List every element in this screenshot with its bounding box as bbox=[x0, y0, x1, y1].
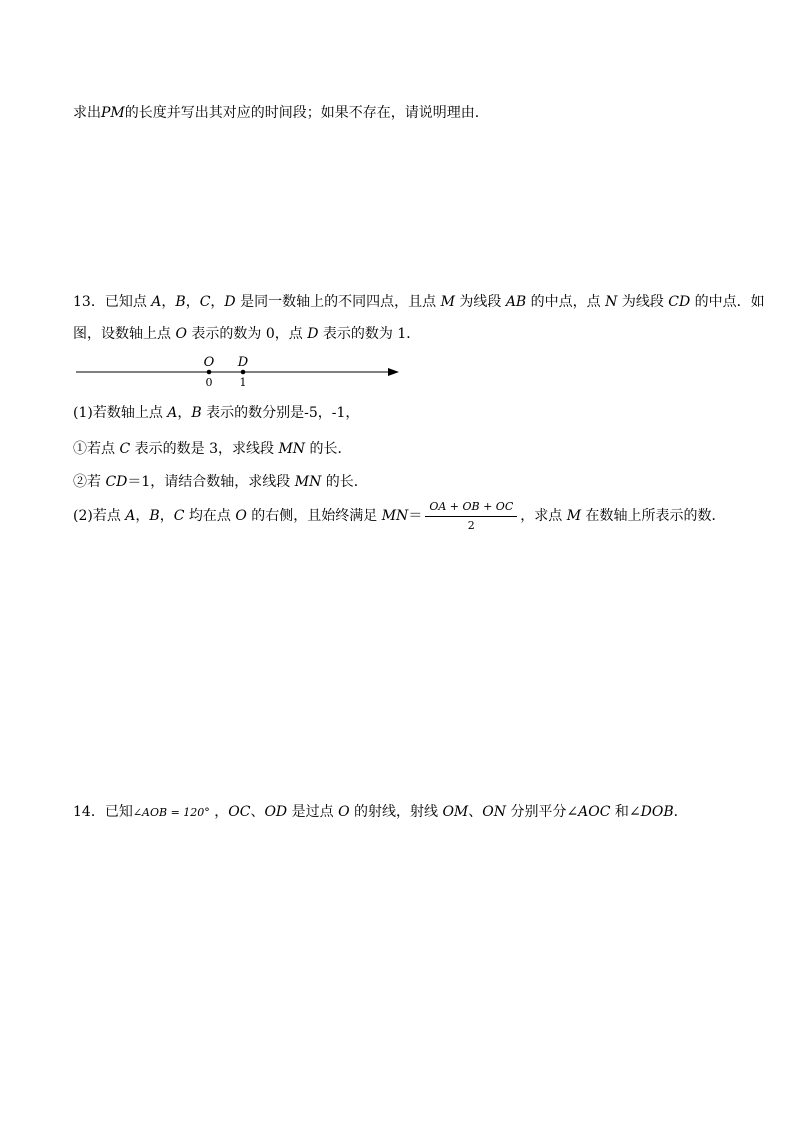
problem-13-part-1: (1)若数轴上点 A，B 表示的数分别是-5，-1， bbox=[73, 405, 360, 421]
problem-13-part-1-a: ①若点 C 表示的数是 3，求线段 MN 的长． bbox=[73, 441, 352, 457]
number-line-label-d: D bbox=[237, 355, 249, 370]
problem-13-line-1: 13．已知点 A，B，C，D 是同一数轴上的不同四点，且点 M 为线段 AB 的中点，点 N 为线段 CD 的中点．如 bbox=[73, 294, 765, 310]
number-line-point-o bbox=[207, 370, 212, 375]
problem-12-tail: 求出PM的长度并写出其对应的时间段；如果不存在，请说明理由. bbox=[73, 105, 480, 121]
number-line-point-d bbox=[241, 370, 246, 375]
number-line-label-o: O bbox=[203, 355, 215, 370]
number-line-tick-1: 1 bbox=[239, 376, 247, 389]
number-line-figure bbox=[70, 350, 410, 392]
number-line-tick-0: 0 bbox=[205, 376, 213, 389]
problem-13-part-1-b: ②若 CD＝1，请结合数轴，求线段 MN 的长． bbox=[73, 474, 368, 490]
fraction bbox=[425, 500, 517, 533]
fraction-numerator: OA + OB + OC bbox=[425, 500, 517, 517]
fraction-denominator: 2 bbox=[467, 518, 475, 532]
problem-14: 14．已知∠AOB = 120° ，OC、OD 是过点 O 的射线，射线 OM、ON 分别平分∠AOC 和∠DOB． bbox=[73, 804, 688, 820]
problem-13-part-2: (2)若点 A，B，C 均在点 O 的右侧，且始终满足 MN＝ $\frac{OA + OB + OC}{2}$ ，求点 M 在数轴上所表示的数． bbox=[73, 499, 726, 532]
problem-13-line-2: 图，设数轴上点 O 表示的数为 0，点 D 表示的数为 1． bbox=[73, 326, 421, 342]
number-line-arrow-icon bbox=[388, 368, 399, 376]
